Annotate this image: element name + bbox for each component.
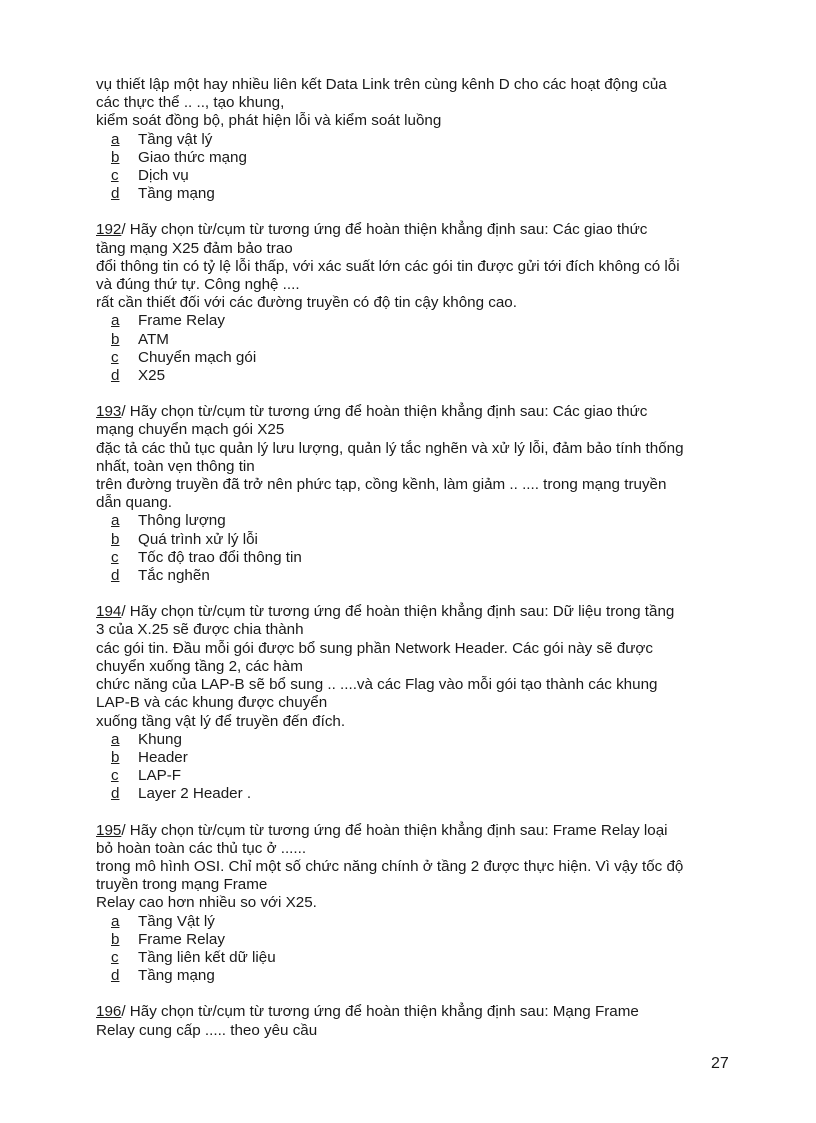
option-text: Giao thức mạng (138, 148, 247, 166)
question-line: rất cần thiết đối với các đường truyền có độ tin cậy không cao. (96, 294, 517, 312)
question-195 (96, 822, 736, 986)
question-first-line (96, 822, 736, 840)
option-letter: d (111, 185, 120, 203)
intro-line: các thực thể .. .., tạo khung, (96, 94, 285, 112)
answer-option (96, 949, 736, 967)
answer-option (96, 131, 736, 149)
option-letter: d (111, 367, 120, 385)
option-text: Chuyển mạch gói (138, 348, 257, 366)
question-number: 195 (96, 821, 122, 839)
question-text: / Hãy chọn từ/cụm từ tương ứng để hoàn thiện khẳng định sau: Các giao thức (121, 221, 648, 239)
question-first-line (96, 403, 736, 421)
question-first-line (96, 603, 736, 621)
option-letter: b (111, 748, 120, 766)
answer-option (96, 349, 736, 367)
question-line: bỏ hoàn toàn các thủ tục ở ...... (96, 839, 307, 857)
option-text: Tầng mạng (138, 185, 215, 203)
option-letter: c (111, 767, 119, 785)
document-page (96, 76, 736, 1040)
question-line: LAP-B và các khung được chuyển (96, 694, 328, 712)
question-line: đặc tả các thủ tục quản lý lưu lượng, quản lý tắc nghẽn và xử lý lỗi, đảm bảo tính thống (96, 439, 684, 457)
question-number: 194 (96, 603, 122, 621)
option-letter: c (111, 948, 119, 966)
answer-option (96, 549, 736, 567)
question-number: 193 (96, 403, 122, 421)
option-text: Header (138, 748, 188, 766)
question-first-line (96, 1003, 736, 1021)
option-text: Tắc nghẽn (138, 567, 210, 585)
question-line: trên đường truyền đã trở nên phức tạp, cồng kềnh, làm giảm .. .... trong mạng truyền (96, 476, 667, 494)
question-line: Relay cao hơn nhiều so với X25. (96, 894, 317, 912)
question-line: dẫn quang. (96, 494, 173, 512)
question-line: 3 của X.25 sẽ được chia thành (96, 621, 304, 639)
question-line: xuống tầng vật lý để truyền đến đích. (96, 712, 346, 730)
answer-option (96, 512, 736, 530)
option-text: LAP-F (138, 767, 182, 785)
option-text: Layer 2 Header . (138, 785, 252, 803)
answer-option (96, 531, 736, 549)
option-letter: b (111, 330, 120, 348)
option-text: Thông lượng (138, 512, 226, 530)
question-number: 192 (96, 221, 122, 239)
option-text: Tầng vật lý (138, 130, 213, 148)
option-letter: b (111, 148, 120, 166)
option-text: Khung (138, 730, 182, 748)
intro-line: vụ thiết lập một hay nhiều liên kết Data Link trên cùng kênh D cho các hoạt động của (96, 76, 667, 93)
option-text: Tầng liên kết dữ liệu (138, 948, 276, 966)
option-letter: b (111, 530, 120, 548)
question-line: chức năng của LAP-B sẽ bổ sung .. ....và các Flag vào mỗi gói tạo thành các khung (96, 676, 658, 694)
question-196 (96, 1003, 736, 1039)
question-line: trong mô hình OSI. Chỉ một số chức năng chính ở tầng 2 được thực hiện. Vì vậy tốc độ (96, 857, 684, 875)
intro-block (96, 76, 736, 203)
answer-option (96, 331, 736, 349)
question-line: đổi thông tin có tỷ lệ lỗi thấp, với xác suất lớn các gói tin được gửi tới đích không có lỗi (96, 257, 680, 275)
option-letter: a (111, 730, 120, 748)
option-letter: d (111, 967, 120, 985)
question-194 (96, 603, 736, 803)
page-number: 27 (711, 1055, 729, 1072)
question-first-line (96, 221, 736, 239)
option-text: ATM (138, 330, 169, 348)
option-letter: d (111, 567, 120, 585)
question-line: truyền trong mạng Frame (96, 876, 268, 894)
answer-option (96, 185, 736, 203)
question-193 (96, 403, 736, 585)
question-number: 196 (96, 1003, 122, 1021)
question-line: mạng chuyển mạch gói X25 (96, 421, 285, 439)
question-line: chuyển xuống tầng 2, các hàm (96, 657, 303, 675)
option-text: X25 (138, 367, 166, 385)
question-text: / Hãy chọn từ/cụm từ tương ứng để hoàn thiện khẳng định sau: Dữ liệu trong tầng (121, 603, 675, 621)
question-192 (96, 221, 736, 385)
answer-option (96, 167, 736, 185)
option-letter: a (111, 130, 120, 148)
question-text: / Hãy chọn từ/cụm từ tương ứng để hoàn thiện khẳng định sau: Các giao thức (121, 403, 648, 421)
question-text: / Hãy chọn từ/cụm từ tương ứng để hoàn thiện khẳng định sau: Mạng Frame (121, 1003, 639, 1021)
option-text: Tầng Vật lý (138, 912, 215, 930)
answer-option (96, 149, 736, 167)
answer-option (96, 767, 736, 785)
answer-option (96, 785, 736, 803)
answer-option (96, 567, 736, 585)
option-text: Frame Relay (138, 312, 225, 330)
answer-option (96, 731, 736, 749)
option-letter: a (111, 312, 120, 330)
question-line: nhất, toàn vẹn thông tin (96, 457, 255, 475)
answer-option (96, 312, 736, 330)
option-letter: a (111, 912, 120, 930)
option-letter: c (111, 167, 119, 185)
option-text: Tầng mạng (138, 967, 215, 985)
option-letter: a (111, 512, 120, 530)
option-letter: b (111, 930, 120, 948)
option-text: Quá trình xử lý lỗi (138, 530, 258, 548)
question-text: / Hãy chọn từ/cụm từ tương ứng để hoàn thiện khẳng định sau: Frame Relay loại (121, 821, 668, 839)
answer-option (96, 967, 736, 985)
question-line: và đúng thứ tự. Công nghệ .... (96, 276, 300, 294)
question-line: các gói tin. Đầu mỗi gói được bổ sung phần Network Header. Các gói này sẽ được (96, 639, 653, 657)
answer-option (96, 367, 736, 385)
option-letter: d (111, 785, 120, 803)
option-letter: c (111, 348, 119, 366)
option-letter: c (111, 548, 119, 566)
intro-line: kiểm soát đồng bộ, phát hiện lỗi và kiểm soát luồng (96, 112, 442, 130)
option-text: Dịch vụ (138, 167, 189, 185)
answer-option (96, 931, 736, 949)
option-text: Frame Relay (138, 930, 225, 948)
option-text: Tốc độ trao đổi thông tin (138, 548, 302, 566)
question-line: Relay cung cấp ..... theo yêu cầu (96, 1021, 318, 1039)
answer-option (96, 913, 736, 931)
answer-option (96, 749, 736, 767)
question-line: tầng mạng X25 đảm bảo trao (96, 239, 293, 257)
